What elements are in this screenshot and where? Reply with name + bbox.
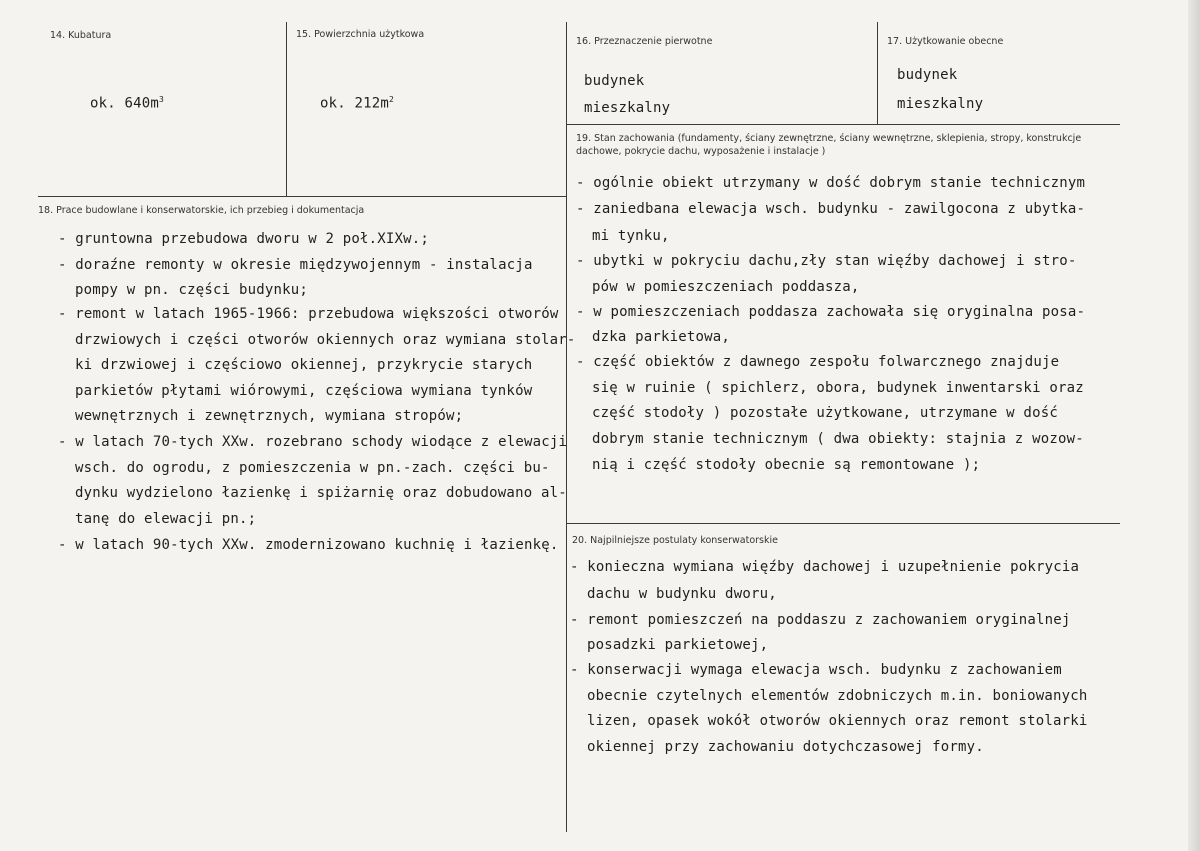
postulaty-line: - konserwacji wymaga elewacja wsch. budynku z zachowaniem	[570, 662, 1062, 678]
stan-line: dobrym stanie technicznym ( dwa obiekty: stajnia z wozow-	[592, 431, 1084, 447]
postulaty-line: - konieczna wymiana więźby dachowej i uzupełnienie pokrycia	[570, 559, 1080, 575]
field-value-kubatura: ok. $640m^3$	[90, 95, 165, 112]
postulaty-line: obecnie czytelnych elementów zdobniczych m.in. boniowanych	[587, 688, 1088, 704]
postulaty-line: posadzki parkietowej,	[587, 637, 769, 653]
divider-14-15	[286, 22, 287, 196]
prace-line: parkietów płytami wiórowymi, częściowa wymiana tynków	[75, 383, 533, 399]
divider-left-right	[566, 22, 567, 832]
prace-line: wewnętrznych i zewnętrznych, wymiana stropów;	[75, 408, 464, 424]
stan-line: - ubytki w pokryciu dachu,zły stan więźby dachowej i stro-	[576, 253, 1077, 269]
stan-line: nią i część stodoły obecnie są remontowane );	[592, 457, 981, 473]
prace-line: wsch. do ogrodu, z pomieszczenia w pn.-zach. części bu-	[75, 460, 550, 476]
prace-line: - w latach 90-tych XXw. zmodernizowano kuchnię i łazienkę.	[58, 537, 559, 553]
postulaty-line: - remont pomieszczeń na poddaszu z zachowaniem oryginalnej	[570, 612, 1071, 628]
field-value-uzytkowanie-1: budynek	[897, 67, 958, 83]
prace-line: drzwiowych i części otworów okiennych oraz wymiana stolar-	[75, 332, 576, 348]
field-label-prace: 18. Prace budowlane i konserwatorskie, ich przebieg i dokumentacja	[38, 205, 365, 216]
field-label-stan: 19. Stan zachowania (fundamenty, ściany zewnętrzne, ściany wewnętrzne, sklepienia, stropy, konstrukcje dachowe, pokrycie dachu, wyposażenie i instalacje )	[576, 133, 1082, 157]
postulaty-line: dachu w budynku dworu,	[587, 586, 777, 602]
stan-line: mi tynku,	[592, 228, 670, 244]
divider-top-left	[38, 196, 566, 197]
prace-line: - gruntowna przebudowa dworu w 2 poł.XIXw.;	[58, 231, 430, 247]
prace-line: dynku wydzielono łazienkę i spiżarnię oraz dobudowano al-	[75, 485, 567, 501]
prace-line: tanę do elewacji pn.;	[75, 511, 257, 527]
postulaty-line: okiennej przy zachowaniu dotychczasowej formy.	[587, 739, 984, 755]
divider-16-17	[877, 22, 878, 124]
field-label-postulaty: 20. Najpilniejsze postulaty konserwatorskie	[572, 535, 778, 546]
stan-line: - w pomieszczeniach poddasza zachowała się oryginalna posa-	[576, 304, 1086, 320]
field-label-powierzchnia: 15. Powierzchnia użytkowa	[296, 29, 425, 40]
prace-line: - doraźne remonty w okresie międzywojennym - instalacja	[58, 257, 533, 273]
stan-line: pów w pomieszczeniach poddasza,	[592, 279, 860, 295]
divider-top-right	[566, 124, 1120, 125]
field-value-przeznaczenie-2: mieszkalny	[584, 100, 671, 116]
stan-line: się w ruinie ( spichlerz, obora, budynek inwentarski oraz	[592, 380, 1084, 396]
stan-line: - część obiektów z dawnego zespołu folwarcznego znajduje	[576, 354, 1060, 370]
scan-edge-shadow	[1188, 0, 1200, 851]
stan-line: - ogólnie obiekt utrzymany w dość dobrym stanie technicznym	[576, 175, 1086, 191]
stan-line: - zaniedbana elewacja wsch. budynku - zawilgocona z ubytka-	[576, 201, 1086, 217]
prace-line: pompy w pn. części budynku;	[75, 282, 308, 298]
field-label-kubatura: 14. Kubatura	[50, 30, 112, 41]
field-label-przeznaczenie: 16. Przeznaczenie pierwotne	[576, 36, 713, 47]
stan-line: dzka parkietowa,	[592, 329, 731, 345]
prace-line: - remont w latach 1965-1966: przebudowa większości otworów	[58, 306, 559, 322]
stan-line: część stodoły ) pozostałe użytkowane, utrzymane w dość	[592, 405, 1058, 421]
prace-line: - w latach 70-tych XXw. rozebrano schody wiodące z elewacji	[58, 434, 568, 450]
field-label-uzytkowanie: 17. Użytkowanie obecne	[887, 36, 1004, 47]
field-value-uzytkowanie-2: mieszkalny	[897, 96, 984, 112]
prace-line: ki drzwiowej i częściowo okiennej, przykrycie starych	[75, 357, 533, 373]
field-value-powierzchnia: ok. $212m^2$	[320, 95, 395, 112]
postulaty-line: lizen, opasek wokół otworów okiennych oraz remont stolarki	[587, 713, 1088, 729]
divider-19-20	[566, 523, 1120, 524]
field-value-przeznaczenie-1: budynek	[584, 73, 645, 89]
